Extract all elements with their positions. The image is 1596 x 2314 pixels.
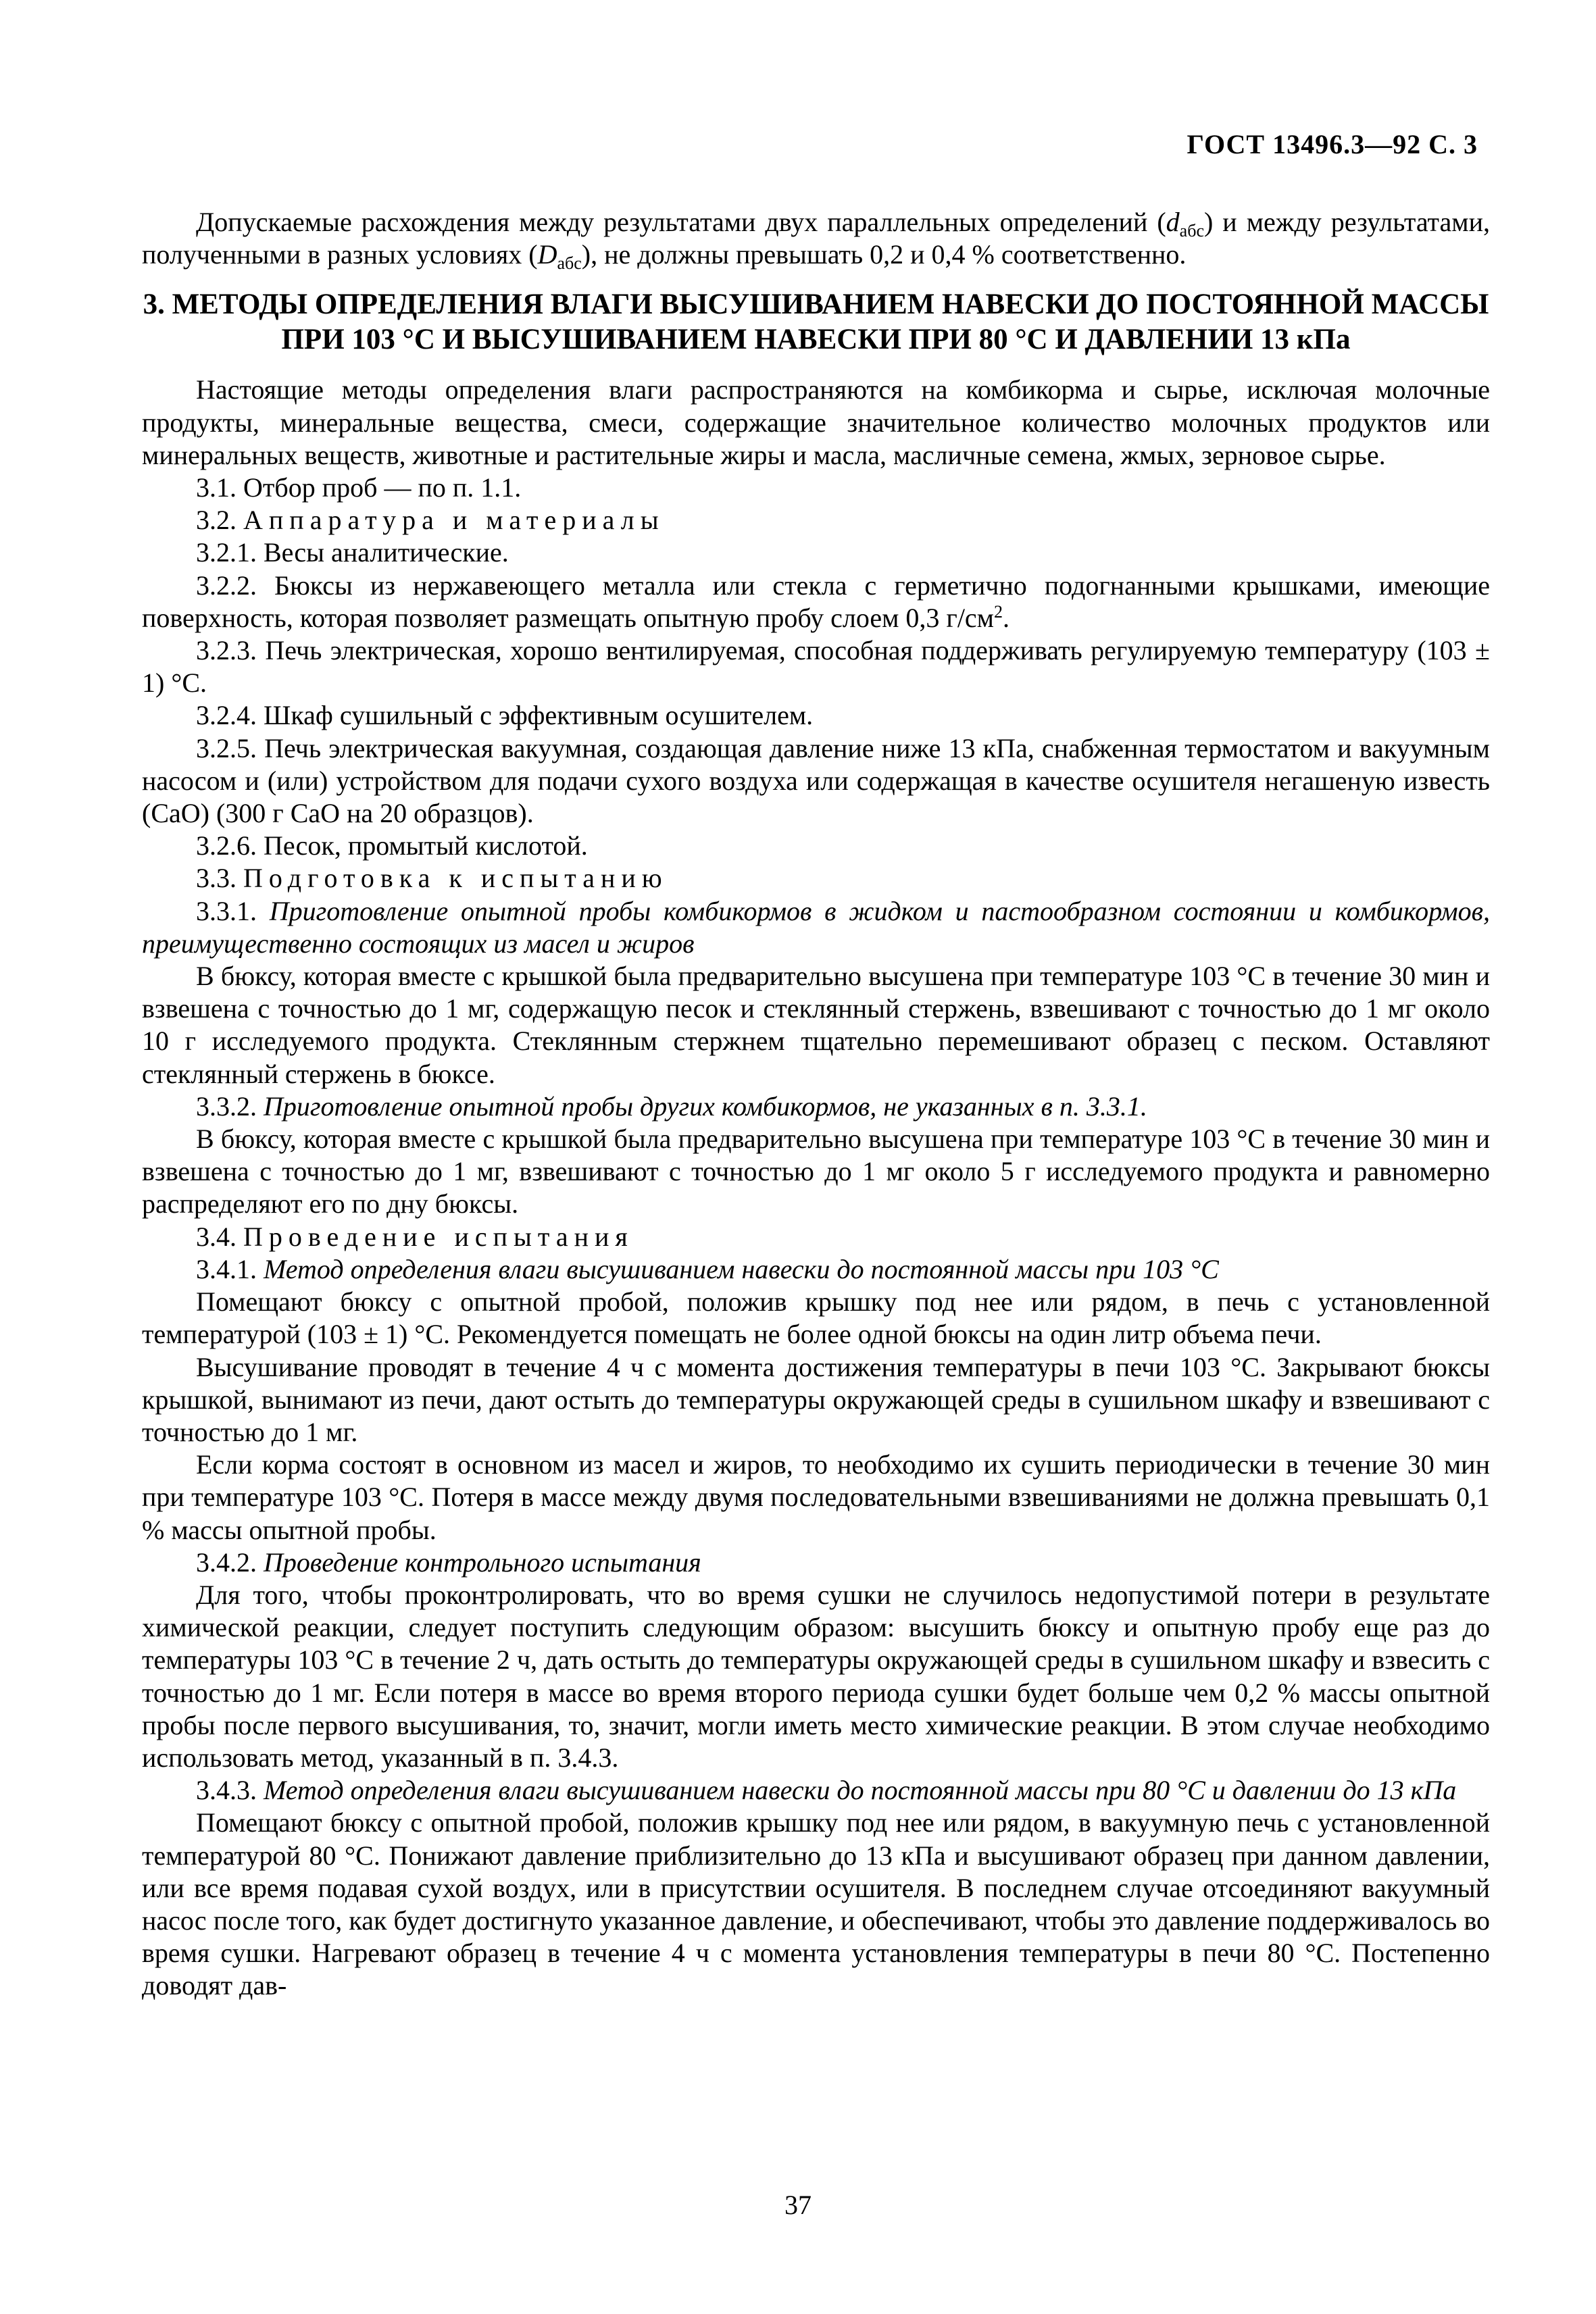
intro-text-3: ), не должны превышать 0,2 и 0,4 % соответственно. (581, 239, 1187, 270)
d-subscript: абс (1179, 221, 1204, 241)
clause-3-3-1 (142, 895, 1490, 960)
clause-3-3-2-text: В бюксу, которая вместе с крышкой была предварительно высушена при температуре 103 °С в течение 30 мин и взвешена с точностью до 1 мг, взвешивают с точностью до 1 мг около 5 г исследуемого продукта и равномерно распределяют его по дну бюксы. (142, 1124, 1490, 1219)
clause-3-4-1-a: Помещают бюксу с опытной пробой, положив крышку под нее или рядом, в печь с установленной температурой (103 ± 1) °С. Рекомендуется помещать не более одной бюксы на один литр объема печи. (142, 1286, 1490, 1350)
clause-3-3 (142, 862, 1490, 895)
clause-3-4-1-c: Если корма состоят в основном из масел и жиров, то необходимо их сушить периодически в течение 30 мин при температуре 103 °С. Потеря в массе между двумя последовательными взвешиваниями не должна превышать 0,1 % массы опытной пробы. (142, 1449, 1490, 1545)
subsection-title: Аппаратура и материалы (243, 505, 665, 536)
clause-3-4-2 (142, 1546, 1490, 1579)
superscript: 2 (994, 601, 1003, 622)
D-subscript: абс (557, 253, 582, 274)
section-title: 3. МЕТОДЫ ОПРЕДЕЛЕНИЯ ВЛАГИ ВЫСУШИВАНИЕМ НАВЕСКИ ДО ПОСТОЯННОЙ МАССЫ ПРИ 103 °С И ВЫСУШИВАНИЕМ НАВЕСКИ ПРИ 80 °С И ДАВЛЕНИИ 13 кПа (143, 288, 1489, 356)
clause-number: 3.4.3. (196, 1775, 257, 1806)
page-number: 37 (784, 2190, 812, 2220)
intro-text-1: Допускаемые расхождения между результатами двух параллельных определений ( (196, 207, 1166, 237)
clause-3-2-4: 3.2.4. Шкаф сушильный с эффективным осушителем. (196, 700, 814, 731)
subsection-title: Подготовка к испытанию (243, 863, 668, 894)
clause-3-2-3: 3.2.3. Печь электрическая, хорошо вентилируемая, способная поддерживать регулируемую температуру (103 ± 1) °С. (142, 635, 1490, 699)
clause-text-end: . (1003, 602, 1009, 633)
clause-number: 3.4.1. (196, 1253, 257, 1284)
page-header: ГОСТ 13496.3—92 С. 3 (1187, 129, 1478, 159)
clause-3-2-1: 3.2.1. Весы аналитические. (196, 537, 509, 568)
clause-3-4-1 (142, 1253, 1490, 1286)
clause-3-2-2 (142, 570, 1490, 634)
clause-title: Приготовление опытной пробы комбикормов в жидком и пастообразном состоянии и комбикормов, преимущественно состоящих из масел и жиров (142, 895, 1491, 959)
clause-number: 3.2. (196, 505, 236, 536)
intro-paragraph (142, 206, 1490, 274)
subsection-title: Проведение испытания (243, 1221, 634, 1252)
clause-3-3-2 (142, 1090, 1490, 1123)
scope-paragraph: Настоящие методы определения влаги распространяются на комбикорма и сырье, исключая молочные продукты, минеральные вещества, смеси, содержащие значительное количество молочных продуктов или минеральных веществ, животные и растительные жиры и масла, масличные семена, жмых, зерновое сырье. (142, 374, 1490, 470)
clause-title: Метод определения влаги высушиванием навески до постоянной массы при 103 °С (264, 1253, 1219, 1284)
page-content (142, 206, 1490, 2003)
clause-3-4-3 (142, 1774, 1490, 1807)
clause-title: Метод определения влаги высушиванием навески до постоянной массы при 80 °С и давлении до 13 кПа (264, 1775, 1457, 1806)
d-symbol: d (1166, 207, 1180, 237)
clause-text: 3.2.2. Бюксы из нержавеющего металла или стекла с герметично подогнанными крышками, имеющие поверхность, которая позволяет размещать опытную пробу слоем 0,3 г/см (142, 570, 1490, 633)
clause-number: 3.3. (196, 863, 236, 894)
clause-title: Приготовление опытной пробы других комбикормов, не указанных в п. 3.3.1. (264, 1090, 1147, 1122)
clause-number: 3.4. (196, 1221, 236, 1252)
clause-3-4-1-b: Высушивание проводят в течение 4 ч с момента достижения температуры в печи 103 °С. Закрывают бюксы крышкой, вынимают из печи, дают остыть до температуры окружающей среды в сушильном шкафу и взвешивают с точностью до 1 мг. (142, 1351, 1490, 1447)
D-symbol: D (537, 239, 557, 270)
clause-3-4 (142, 1221, 1490, 1253)
clause-3-2-5: 3.2.5. Печь электрическая вакуумная, создающая давление ниже 13 кПа, снабженная термостатом и вакуумным насосом и (или) устройством для подачи сухого воздуха или содержащая в качестве осушителя негашеную известь (СаО) (300 г СаО на 20 образцов). (142, 732, 1490, 829)
clause-number: 3.4.2. (196, 1546, 257, 1578)
clause-3-4-2-text: Для того, чтобы проконтролировать, что во время сушки не случилось недопустимой потери в результате химической реакции, следует поступить следующим образом: высушить бюксу и опытную пробу еще раз до температуры 103 °С в течение 2 ч, дать остыть до температуры окружающей среды в сушильном шкафу и взвесить с точностью до 1 мг. Если потеря в массе во время второго периода сушки будет больше чем 0,2 % массы опытной пробы после первого высушивания, то, значит, могли иметь место химические реакции. В этом случае необходимо использовать метод, указанный в п. 3.4.3. (142, 1579, 1490, 1773)
clause-3-3-1-text: В бюксу, которая вместе с крышкой была предварительно высушена при температуре 103 °С в течение 30 мин и взвешена с точностью до 1 мг, содержащую песок и стеклянный стержень, взвешивают с точностью до 1 мг около 10 г исследуемого продукта. Стеклянным стержнем тщательно перемешивают образец с песком. Оставляют стеклянный стержень в бюксе. (142, 961, 1490, 1089)
clause-number: 3.3.2. (196, 1090, 257, 1122)
clause-3-2-6: 3.2.6. Песок, промытый кислотой. (196, 830, 588, 861)
clause-3-4-3-text: Помещают бюксу с опытной пробой, положив крышку под нее или рядом, в вакуумную печь с установленной температурой 80 °С. Понижают давление приблизительно до 13 кПа и высушивают образец при данном давлении, или все время подавая сухой воздух, или в присутствии осушителя. В последнем случае отсоединяют вакуумный насос после того, как будет достигнуто указанное давление, и обеспечивают, чтобы это давление поддерживалось во время сушки. Нагревают образец в течение 4 ч с момента установления температуры в печи 80 °С. Постепенно доводят дав- (142, 1807, 1490, 2001)
clause-title: Проведение контрольного испытания (264, 1546, 701, 1578)
intro-text-2: ) и между результатами, полученными в разных условиях ( (142, 207, 1490, 270)
clause-number: 3.3.1. (196, 895, 257, 926)
clause-3-1: 3.1. Отбор проб — по п. 1.1. (196, 472, 522, 503)
clause-3-2 (142, 504, 1490, 536)
